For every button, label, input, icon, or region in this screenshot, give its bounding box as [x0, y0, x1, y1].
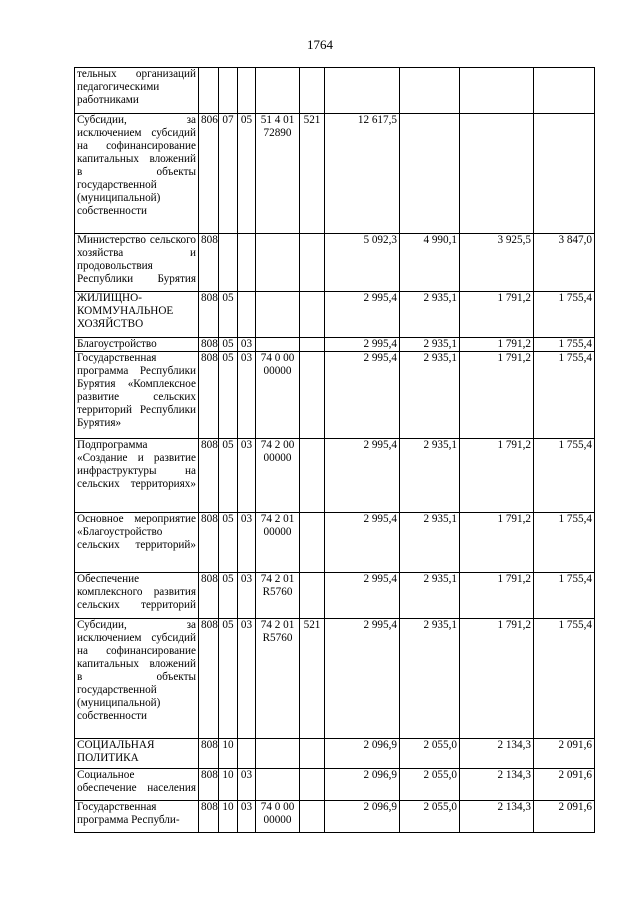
- amount-col-2: 2 935,1: [400, 352, 460, 439]
- amount-col-3: 3 925,5: [460, 234, 534, 292]
- amount-col-1: 12 617,5: [325, 114, 400, 234]
- line-item-name: Основное мероприятие «Благоустройство сельских территорий»: [75, 513, 199, 573]
- expense-type-code: 521: [300, 114, 325, 234]
- line-item-name: Социальное обеспечение населения: [75, 769, 199, 801]
- amount-col-3: 1 791,2: [460, 292, 534, 338]
- program-code: [256, 234, 300, 292]
- subsection-code: [238, 234, 256, 292]
- ministry-code: [199, 68, 219, 114]
- program-code: [256, 68, 300, 114]
- program-code: 74 2 01 R5760: [256, 619, 300, 739]
- amount-col-4: 1 755,4: [534, 352, 595, 439]
- amount-col-2: 2 935,1: [400, 338, 460, 352]
- subsection-code: [238, 292, 256, 338]
- line-item-name: Министерство сельского хозяйства и продовольствия Республики Бурятия: [75, 234, 199, 292]
- amount-col-2: [400, 114, 460, 234]
- ministry-code: 808: [199, 739, 219, 769]
- amount-col-3: [460, 68, 534, 114]
- amount-col-2: 2 935,1: [400, 439, 460, 513]
- table-row: [75, 338, 595, 352]
- program-code: [256, 292, 300, 338]
- table-row: [75, 513, 595, 573]
- expense-type-code: [300, 513, 325, 573]
- amount-col-3: 2 134,3: [460, 769, 534, 801]
- table-row: [75, 234, 595, 292]
- table-row: [75, 114, 595, 234]
- line-item-name: Подпрограмма «Создание и развитие инфраструктуры на сельских территориях»: [75, 439, 199, 513]
- amount-col-3: 1 791,2: [460, 338, 534, 352]
- ministry-code: 808: [199, 769, 219, 801]
- ministry-code: 808: [199, 439, 219, 513]
- amount-col-3: 2 134,3: [460, 739, 534, 769]
- table-row: [75, 619, 595, 739]
- amount-col-4: 1 755,4: [534, 439, 595, 513]
- section-code: 10: [219, 801, 238, 833]
- page-number: 1764: [307, 37, 333, 52]
- budget-table: [74, 67, 595, 833]
- line-item-name: Государственная программа Республи-: [75, 801, 199, 833]
- subsection-code: 03: [238, 573, 256, 619]
- subsection-code: 03: [238, 513, 256, 573]
- ministry-code: 806: [199, 114, 219, 234]
- expense-type-code: [300, 338, 325, 352]
- line-item-name: Благоустройство: [75, 338, 199, 352]
- line-item-name: Субсидии, за исключением субсидий на софинансирование капитальных вложений в объекты государственной (муниципальной) собственности: [75, 114, 199, 234]
- amount-col-4: 1 755,4: [534, 338, 595, 352]
- amount-col-1: [325, 68, 400, 114]
- amount-col-3: 1 791,2: [460, 352, 534, 439]
- budget-table-body: [75, 68, 595, 833]
- amount-col-2: 2 935,1: [400, 573, 460, 619]
- section-code: 05: [219, 292, 238, 338]
- amount-col-3: 2 134,3: [460, 801, 534, 833]
- section-code: 05: [219, 619, 238, 739]
- expense-type-code: [300, 739, 325, 769]
- section-code: 05: [219, 513, 238, 573]
- program-code: [256, 769, 300, 801]
- line-item-name: Субсидии, за исключением субсидий на софинансирование капитальных вложений в объекты государственной (муниципальной) собственности: [75, 619, 199, 739]
- amount-col-2: 2 055,0: [400, 739, 460, 769]
- amount-col-2: [400, 68, 460, 114]
- program-code: [256, 338, 300, 352]
- subsection-code: 05: [238, 114, 256, 234]
- expense-type-code: 521: [300, 619, 325, 739]
- amount-col-1: 2 995,4: [325, 338, 400, 352]
- amount-col-1: 2 096,9: [325, 739, 400, 769]
- subsection-code: 03: [238, 769, 256, 801]
- section-code: 07: [219, 114, 238, 234]
- amount-col-1: 2 096,9: [325, 769, 400, 801]
- amount-col-1: 2 096,9: [325, 801, 400, 833]
- program-code: 51 4 01 72890: [256, 114, 300, 234]
- table-row: [75, 801, 595, 833]
- amount-col-2: 4 990,1: [400, 234, 460, 292]
- subsection-code: 03: [238, 619, 256, 739]
- expense-type-code: [300, 292, 325, 338]
- section-code: 05: [219, 573, 238, 619]
- amount-col-2: 2 055,0: [400, 801, 460, 833]
- section-code: 10: [219, 769, 238, 801]
- amount-col-1: 2 995,4: [325, 513, 400, 573]
- amount-col-3: [460, 114, 534, 234]
- table-row: [75, 769, 595, 801]
- ministry-code: 808: [199, 513, 219, 573]
- table-row: [75, 439, 595, 513]
- section-code: 05: [219, 338, 238, 352]
- program-code: 74 2 01 00000: [256, 513, 300, 573]
- subsection-code: 03: [238, 352, 256, 439]
- program-code: 74 0 00 00000: [256, 352, 300, 439]
- amount-col-4: 1 755,4: [534, 292, 595, 338]
- ministry-code: 808: [199, 801, 219, 833]
- amount-col-1: 5 092,3: [325, 234, 400, 292]
- amount-col-1: 2 995,4: [325, 619, 400, 739]
- amount-col-4: 1 755,4: [534, 513, 595, 573]
- section-code: 05: [219, 352, 238, 439]
- amount-col-1: 2 995,4: [325, 352, 400, 439]
- program-code: 74 2 01 R5760: [256, 573, 300, 619]
- amount-col-4: 2 091,6: [534, 739, 595, 769]
- amount-col-4: [534, 68, 595, 114]
- expense-type-code: [300, 573, 325, 619]
- table-row: [75, 352, 595, 439]
- line-item-name: Государственная программа Республики Бурятия «Комплексное развитие сельских территорий Республики Бурятия»: [75, 352, 199, 439]
- amount-col-3: 1 791,2: [460, 439, 534, 513]
- amount-col-2: 2 935,1: [400, 619, 460, 739]
- line-item-name: Обеспечение комплексного развития сельских территорий: [75, 573, 199, 619]
- amount-col-4: 2 091,6: [534, 769, 595, 801]
- amount-col-1: 2 995,4: [325, 439, 400, 513]
- program-code: 74 2 00 00000: [256, 439, 300, 513]
- ministry-code: 808: [199, 234, 219, 292]
- section-code: [219, 68, 238, 114]
- line-item-name: СОЦИАЛЬНАЯ ПОЛИТИКА: [75, 739, 199, 769]
- subsection-code: 03: [238, 439, 256, 513]
- amount-col-4: [534, 114, 595, 234]
- line-item-name: ЖИЛИЩНО-КОММУНАЛЬНОЕ ХОЗЯЙСТВО: [75, 292, 199, 338]
- program-code: 74 0 00 00000: [256, 801, 300, 833]
- expense-type-code: [300, 234, 325, 292]
- expense-type-code: [300, 769, 325, 801]
- expense-type-code: [300, 439, 325, 513]
- section-code: 10: [219, 739, 238, 769]
- amount-col-4: 2 091,6: [534, 801, 595, 833]
- amount-col-3: 1 791,2: [460, 513, 534, 573]
- section-code: [219, 234, 238, 292]
- amount-col-1: 2 995,4: [325, 292, 400, 338]
- subsection-code: 03: [238, 801, 256, 833]
- expense-type-code: [300, 352, 325, 439]
- ministry-code: 808: [199, 619, 219, 739]
- expense-type-code: [300, 801, 325, 833]
- section-code: 05: [219, 439, 238, 513]
- amount-col-3: 1 791,2: [460, 619, 534, 739]
- amount-col-2: 2 055,0: [400, 769, 460, 801]
- amount-col-2: 2 935,1: [400, 292, 460, 338]
- ministry-code: 808: [199, 352, 219, 439]
- amount-col-4: 1 755,4: [534, 573, 595, 619]
- table-row: [75, 68, 595, 114]
- amount-col-4: 1 755,4: [534, 619, 595, 739]
- table-row: [75, 292, 595, 338]
- ministry-code: 808: [199, 292, 219, 338]
- subsection-code: 03: [238, 338, 256, 352]
- amount-col-3: 1 791,2: [460, 573, 534, 619]
- amount-col-2: 2 935,1: [400, 513, 460, 573]
- line-item-name: тельных организаций педагогическими работниками: [75, 68, 199, 114]
- subsection-code: [238, 739, 256, 769]
- ministry-code: 808: [199, 573, 219, 619]
- ministry-code: 808: [199, 338, 219, 352]
- table-row: [75, 573, 595, 619]
- amount-col-1: 2 995,4: [325, 573, 400, 619]
- subsection-code: [238, 68, 256, 114]
- amount-col-4: 3 847,0: [534, 234, 595, 292]
- table-row: [75, 739, 595, 769]
- program-code: [256, 739, 300, 769]
- expense-type-code: [300, 68, 325, 114]
